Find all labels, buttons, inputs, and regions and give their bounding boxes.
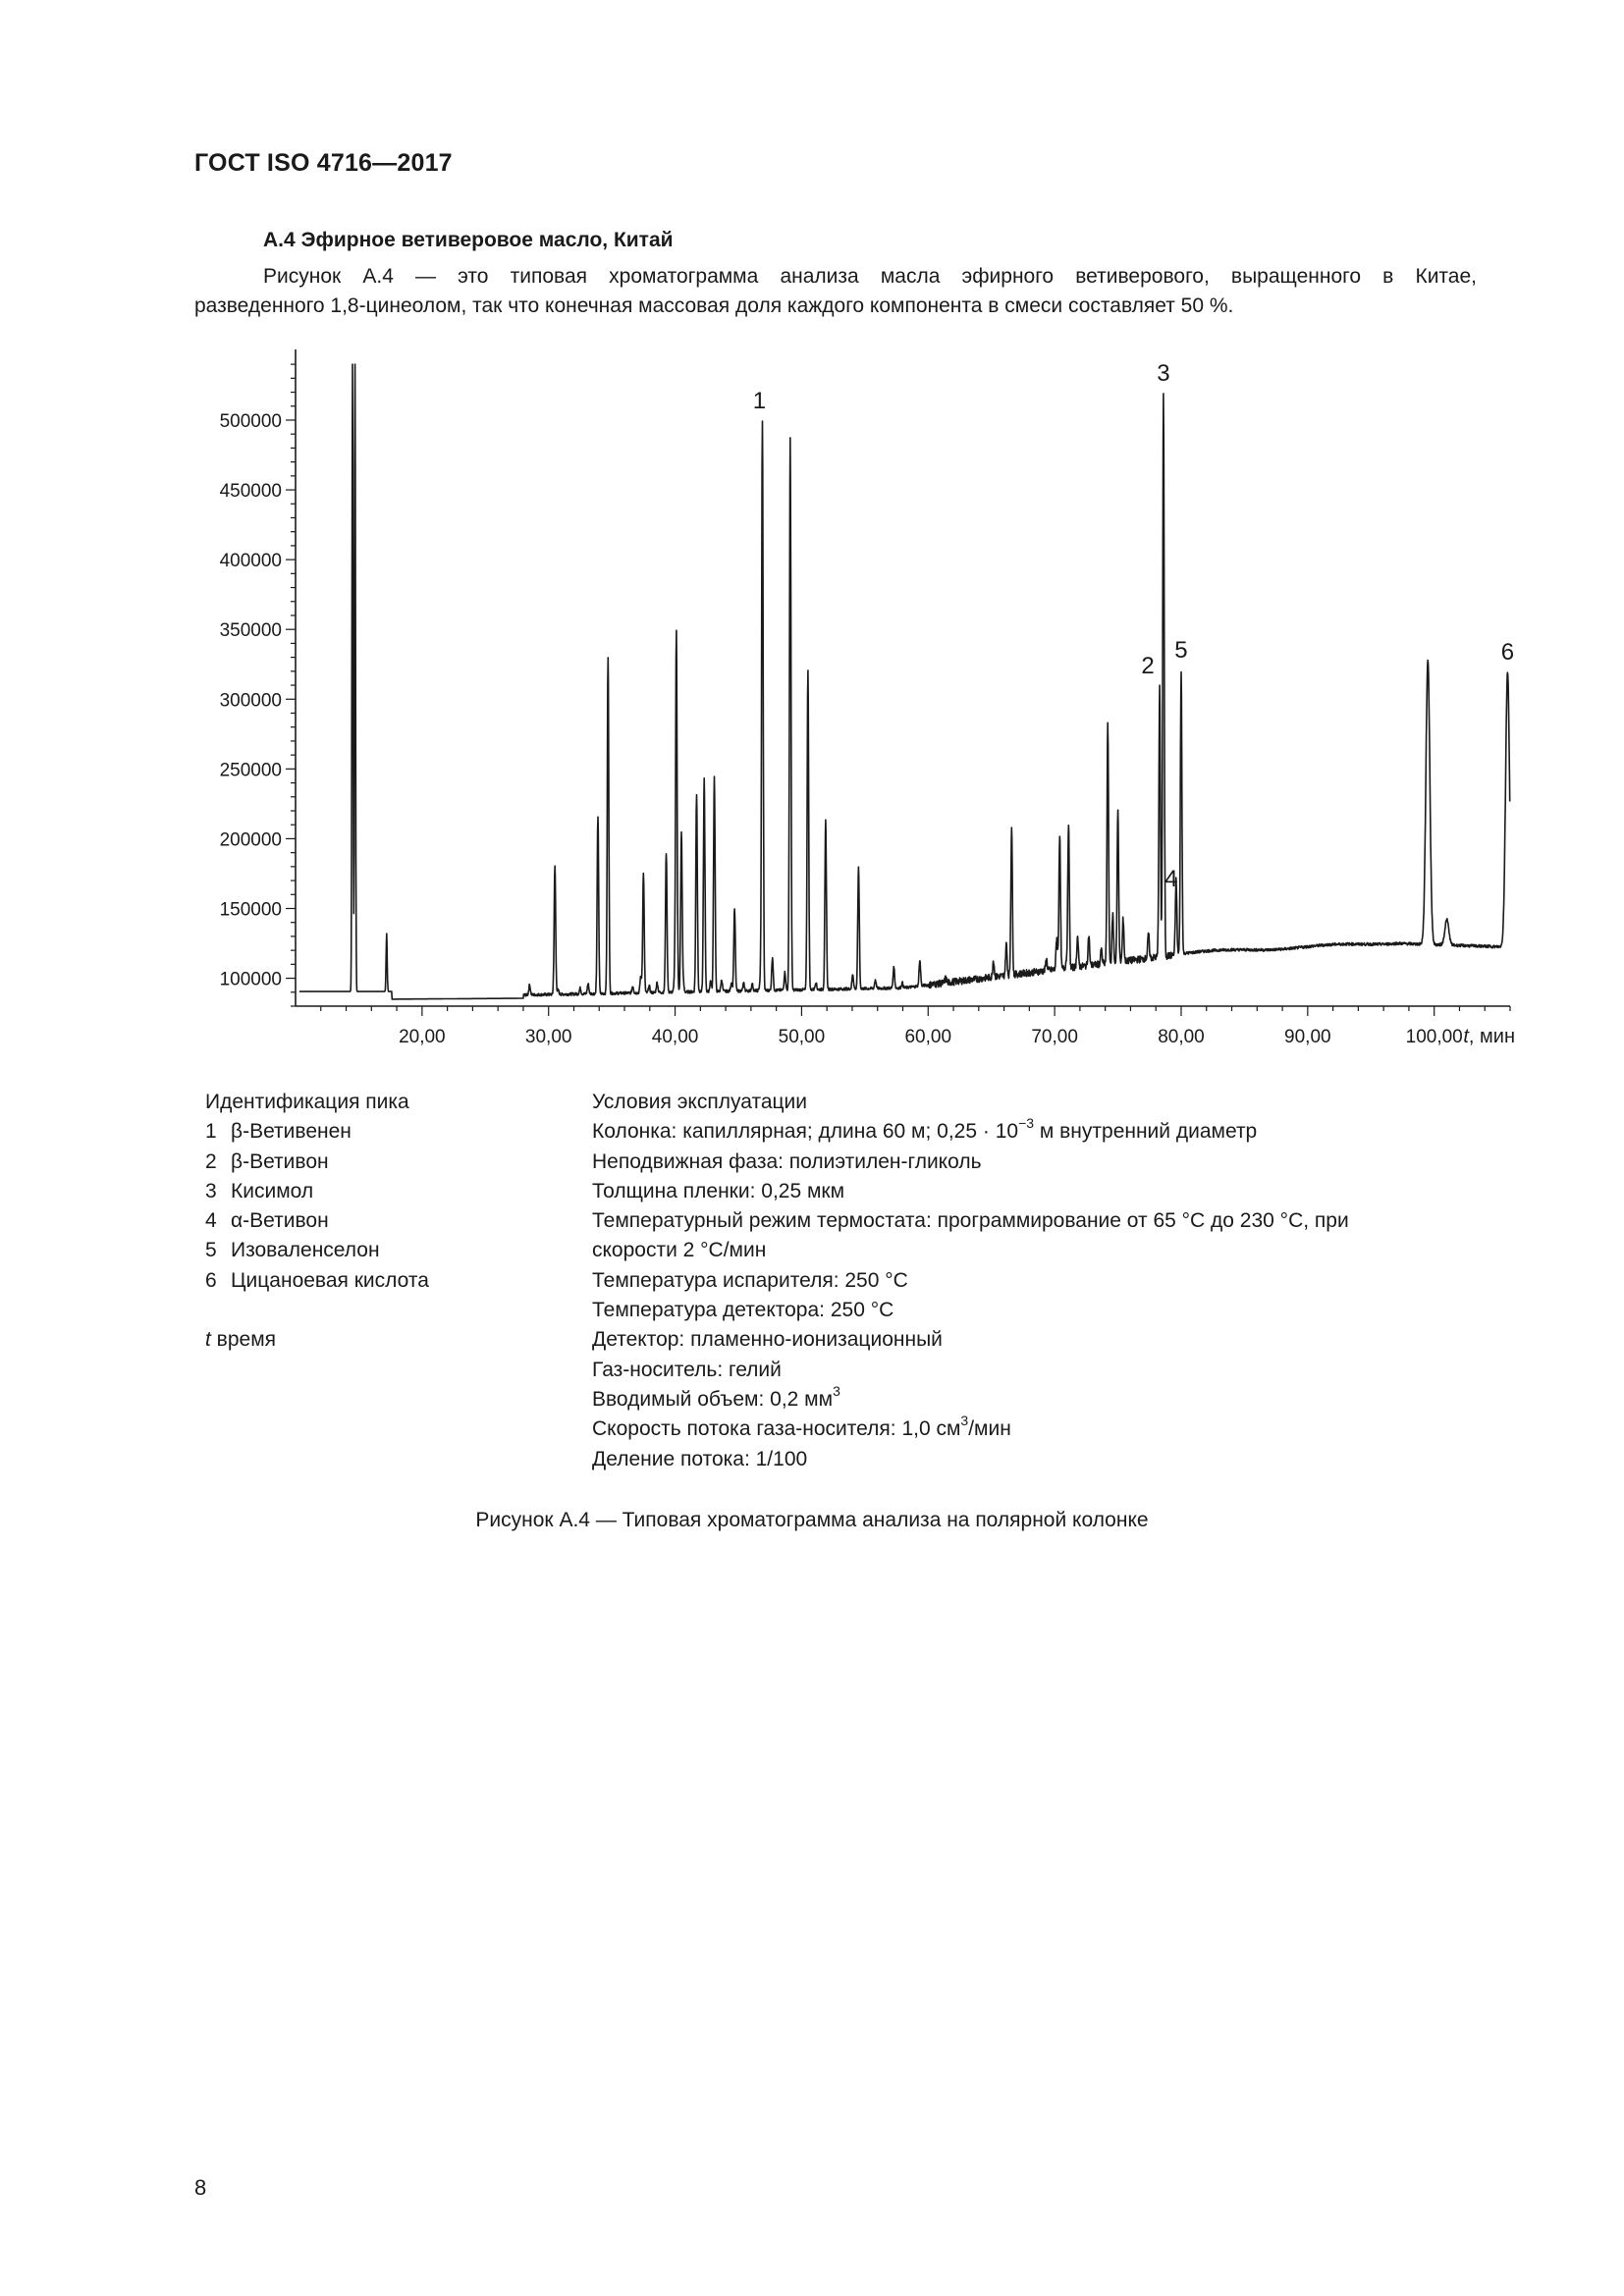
y-tick-label: 150000 [219,899,282,921]
condition-carrier-gas: Газ-носитель: гелий [592,1358,782,1381]
peak-labels [753,360,1514,892]
legend-item-number: 2 [205,1149,217,1173]
x-axis-symbol: t [1463,1026,1469,1047]
legend-item-name: β-Ветивенен [231,1120,352,1144]
x-tick-label: 50,00 [778,1027,826,1047]
legend-time [205,1325,429,1355]
y-tick-label: 500000 [219,410,282,432]
legend-item [205,1117,429,1147]
condition-volume [592,1382,1535,1415]
condition-flow [592,1415,1535,1444]
legend-item-name: α-Ветивон [231,1209,329,1233]
intro-line-2: разведенного 1,8-цинеолом, так что конечная массовая доля каждого компонента в смеси составляет 50 %. [194,294,1234,317]
condition-flow-unit: /мин [968,1417,1011,1441]
x-axis-label [1463,1026,1515,1047]
condition-volume-text: Вводимый объем: 0,2 мм [592,1387,834,1411]
peak-identification-legend [205,1088,429,1356]
condition-stationary-phase: Неподвижная фаза: полиэтилен-гликоль [592,1149,982,1173]
condition-injector-temp: Температура испарителя: 250 °С [592,1268,908,1292]
peak-label-5: 5 [1174,636,1188,664]
condition-column-text-end: м внутренний диаметр [1034,1120,1258,1144]
legend-item [205,1148,429,1177]
legend-item-name: Изоваленселон [231,1239,380,1262]
peak-label-3: 3 [1157,359,1170,387]
y-tick-label: 250000 [219,760,282,781]
chromatogram-chart [194,346,1530,1062]
legend-item [205,1177,429,1206]
legend-item-number: 6 [205,1268,217,1292]
figure-caption: Рисунок А.4 — Типовая хроматограмма анализа на полярной колонке [475,1509,1149,1531]
legend-item-number: 1 [205,1120,217,1144]
condition-column-text: Колонка: капиллярная; длина 60 м; 0,25 · 10 [592,1120,1019,1144]
x-axis-unit: , мин [1468,1026,1515,1047]
legend-item-number: 3 [205,1179,217,1202]
legend-item-name: Цицаноевая кислота [231,1268,429,1292]
peak-label-2: 2 [1141,653,1155,680]
condition-oven-2: скорости 2 °С/мин [592,1239,767,1262]
legend-item-number: 5 [205,1239,217,1262]
x-tick-label: 20,00 [399,1027,446,1047]
x-tick-label: 70,00 [1031,1027,1078,1047]
x-tick-label: 40,00 [651,1027,699,1047]
condition-column-exponent: −3 [1018,1115,1035,1132]
page-number: 8 [194,2175,207,2200]
condition-oven-1: Температурный режим термостата: программирование от 65 °С до 230 °С, при [592,1209,1349,1233]
conditions-title: Условия эксплуатации [592,1091,807,1113]
peak-label-4: 4 [1164,866,1178,893]
x-tick-label: 80,00 [1158,1027,1205,1047]
legend-spacer [205,1296,429,1325]
x-tick-label: 90,00 [1284,1027,1331,1047]
condition-split: Деление потока: 1/100 [592,1447,808,1470]
y-tick-label: 350000 [219,620,282,642]
y-tick-label: 400000 [219,551,282,572]
legend-item [205,1206,429,1236]
legend-item-name: β-Ветивон [231,1149,329,1173]
legend-item-number: 4 [205,1209,217,1233]
intro-paragraph [194,262,1477,321]
condition-volume-exponent: 3 [833,1382,840,1399]
y-tick-label: 100000 [219,969,282,990]
intro-line-1: Рисунок А.4 — это типовая хроматограмма анализа масла эфирного ветиверового, выращенного в Китае, [263,265,1477,288]
chromatogram-trace [299,364,1510,999]
x-tick-label: 100,00 [1405,1027,1463,1047]
x-tick-label: 60,00 [904,1027,952,1047]
condition-column [592,1117,1535,1147]
peak-label-1: 1 [752,387,767,414]
condition-flow-text: Скорость потока газа-носителя: 1,0 см [592,1417,961,1441]
peak-label-6: 6 [1500,638,1515,666]
y-tick-label: 200000 [219,829,282,851]
y-tick-label: 450000 [219,481,282,503]
condition-detector-temp: Температура детектора: 250 °С [592,1299,894,1322]
legend-item-name: Кисимол [231,1179,314,1202]
section-title: А.4 Эфирное ветиверовое масло, Китай [263,229,674,251]
y-tick-label: 300000 [219,690,282,712]
legend-time-symbol: t [205,1328,211,1352]
x-tick-label: 30,00 [524,1027,572,1047]
chart-axes [296,349,1510,1006]
document-header: ГОСТ ISO 4716—2017 [194,149,453,177]
condition-detector: Детектор: пламенно-ионизационный [592,1328,943,1352]
legend-title: Идентификация пика [205,1091,409,1113]
condition-flow-exponent: 3 [960,1413,969,1429]
operating-conditions [592,1088,1535,1474]
legend-time-label: время [210,1328,277,1352]
legend-item [205,1266,429,1296]
condition-film: Толщина пленки: 0,25 мкм [592,1179,845,1202]
legend-item [205,1236,429,1265]
